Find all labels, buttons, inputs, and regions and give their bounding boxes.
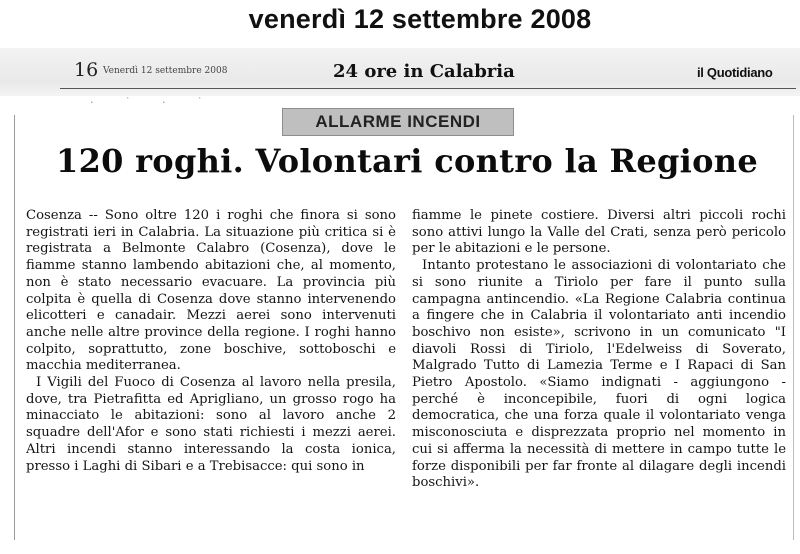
article-kicker: ALLARME INCENDI: [282, 108, 514, 136]
newspaper-logo: il Quotidiano: [697, 65, 773, 80]
date-banner: [0, 0, 800, 44]
paragraph: Intanto protestano le associazioni di volontariato che si sono riunite a Tiriolo per fare il punto sulla campagna antincendio. «La Regione Calabria continua a fingere che in Calabria il volontariato anti incendio boschivo non esiste», scrivono in un comunicato "I diavoli Rossi di Tiriolo, l'Edelweiss di Soverato, Malgrado Tutto di Lamezia Terme e I Rapaci di San Pietro Apostolo. «Siamo indignati - aggiungono - perché è inconcepibile, fuori di ogni logica democratica, che una forza quale il volontariato venga misconosciuta e disprezzata proprio nel momento in cui si afferma la necessità di mettere in campo tutte le forze disponibili per far fronte al dilagare degli incendi boschivi».: [412, 258, 786, 491]
paragraph: fiamme le pinete costiere. Diversi altri piccoli rochi sono attivi lungo la Valle del Crati, senza però pericolo per le abitazioni e le persone.: [412, 208, 786, 257]
header-rule: [60, 88, 796, 89]
article-headline: 120 roghi. Volontari contro la Regione: [56, 142, 758, 180]
banner-date: venerdì 12 settembre 2008: [248, 4, 592, 34]
article-column-left: [26, 208, 396, 475]
article-column-right: [412, 208, 786, 492]
scan-specks: · ˙ · ˙: [90, 96, 217, 109]
paragraph: Cosenza -- Sono oltre 120 i roghi che finora si sono registrati ieri in Calabria. La situazione più critica si è registrata a Belmonte Calabro (Cosenza), dove le fiamme stanno lambendo abitazioni che, al momento, non è stato necessario evacuare. La provincia più colpita è quella di Cosenza dove stanno intervenendo elicotteri e canadair. Mezzi aerei sono intervenuti anche nelle altre province della regione. I roghi hanno colpito, soprattutto, zone boschive, sottoboschi e macchia mediterranea.: [26, 208, 396, 374]
header-date: Venerdì 12 settembre 2008: [103, 66, 228, 76]
paragraph: I Vigili del Fuoco di Cosenza al lavoro nella presila, dove, tra Pietrafitta ed Aprigliano, un grosso rogo ha minacciato le abitazioni: sono al lavoro anche 2 squadre dell'Afor e sono stati richiesti i mezzi aerei. Altri incendi stanno interessando la costa ionica, presso i Laghi di Sibari e a Trebisacce: qui sono in: [26, 375, 396, 474]
section-title: 24 ore in Calabria: [333, 61, 515, 82]
page-number: 16: [74, 59, 99, 81]
